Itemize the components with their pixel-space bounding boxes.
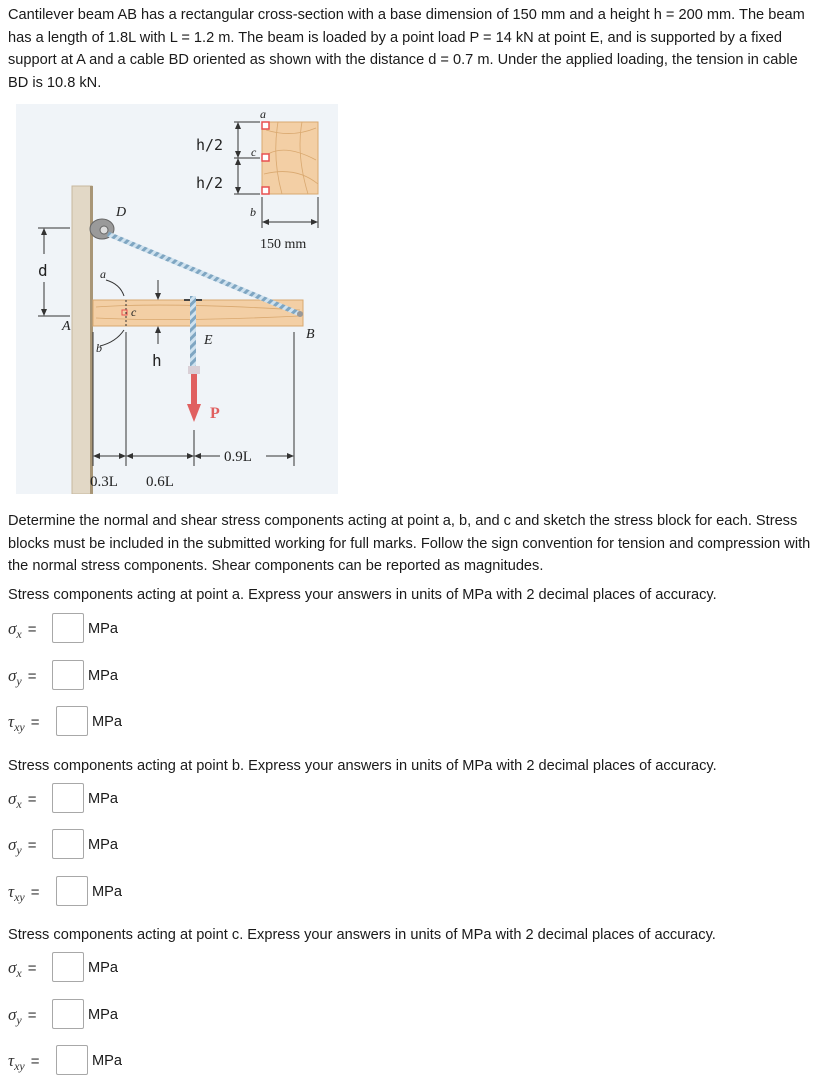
section-a-sigma-x-input[interactable] (52, 613, 84, 643)
unit-label: MPa (88, 960, 119, 976)
unit-label: MPa (88, 668, 119, 684)
label-c-beam: c (131, 305, 137, 319)
label-h2-upper: h/2 (196, 136, 224, 154)
label-h2-lower: h/2 (196, 174, 224, 192)
cable-end-b (297, 311, 303, 317)
section-b-prompt: Stress components acting at point b. Express your answers in units of MPa with 2 decimal places of accuracy. (8, 758, 717, 774)
section-c-sigma-y-input[interactable] (52, 999, 84, 1029)
sigma-x-label: $\sigma_x$ = (8, 619, 37, 641)
section-a-sigma-y-input[interactable] (52, 660, 84, 690)
label-a-beam: a (100, 267, 106, 281)
tau-xy-label: $\tau_{xy}$ = (8, 712, 40, 734)
sigma-y-label: $\sigma_y$ = (8, 666, 37, 688)
label-P: P (210, 405, 220, 422)
beam-figure (16, 104, 338, 494)
problem-instructions: Determine the normal and shear stress components acting at point a, b, and c and sketch the stress block for each. Stress blocks must be included in the submitted working for full marks. Follow the sign convention for tension and compression with the normal stress components. Shear components can be reported as magnitudes. (8, 513, 811, 574)
unit-label: MPa (92, 1053, 123, 1069)
label-c-section: c (251, 145, 257, 159)
hanger-rope (190, 296, 196, 372)
label-D: D (116, 205, 127, 220)
label-150mm: 150 mm (260, 237, 307, 252)
label-b-section: b (250, 205, 256, 219)
unit-label: MPa (92, 884, 123, 900)
section-b-tau-xy-input[interactable] (56, 876, 88, 906)
unit-label: MPa (92, 714, 123, 730)
point-b-marker (262, 187, 269, 194)
label-B: B (306, 327, 315, 342)
anchor-pin (100, 226, 108, 234)
label-b-beam: b (96, 341, 102, 355)
unit-label: MPa (88, 837, 119, 853)
point-c-marker (262, 154, 269, 161)
sigma-y-label: $\sigma_y$ = (8, 835, 37, 857)
label-06L: 0.6L (146, 474, 174, 490)
problem-intro: Cantilever beam AB has a rectangular cross-section with a base dimension of 150 mm and a height h = 200 mm. The beam has a length of 1.8L with L = 1.2 m. The beam is loaded by a point load P = 14 kN at point E, and is supported by a fixed support at A and a cable BD oriented as shown with the distance d = 0.7 m. Under the applied loading, the tension in cable BD is 10.8 kN. (8, 7, 805, 91)
section-a-prompt: Stress components acting at point a. Express your answers in units of MPa with 2 decimal places of accuracy. (8, 587, 717, 603)
label-h: h (152, 351, 162, 370)
label-a-section: a (260, 107, 266, 121)
sigma-x-label: $\sigma_x$ = (8, 789, 37, 811)
label-A: A (62, 319, 71, 334)
wall (72, 186, 92, 494)
label-E: E (204, 333, 213, 348)
label-d: d (38, 261, 48, 280)
section-c-sigma-x-input[interactable] (52, 952, 84, 982)
label-03L: 0.3L (90, 474, 118, 490)
unit-label: MPa (88, 621, 119, 637)
point-a-marker (262, 122, 269, 129)
unit-label: MPa (88, 791, 119, 807)
section-c-tau-xy-input[interactable] (56, 1045, 88, 1075)
sigma-x-label: $\sigma_x$ = (8, 958, 37, 980)
tau-xy-label: $\tau_{xy}$ = (8, 882, 40, 904)
section-a-tau-xy-input[interactable] (56, 706, 88, 736)
section-c-prompt: Stress components acting at point c. Express your answers in units of MPa with 2 decimal places of accuracy. (8, 927, 716, 943)
cross-section (262, 122, 318, 194)
label-09L: 0.9L (224, 449, 252, 465)
section-b-sigma-x-input[interactable] (52, 783, 84, 813)
tau-xy-label: $\tau_{xy}$ = (8, 1051, 40, 1073)
hanger-clamp (188, 366, 200, 374)
sigma-y-label: $\sigma_y$ = (8, 1005, 37, 1027)
section-b-sigma-y-input[interactable] (52, 829, 84, 859)
unit-label: MPa (88, 1007, 119, 1023)
load-arrow-shaft (191, 374, 197, 406)
beam-diagram (16, 104, 338, 494)
